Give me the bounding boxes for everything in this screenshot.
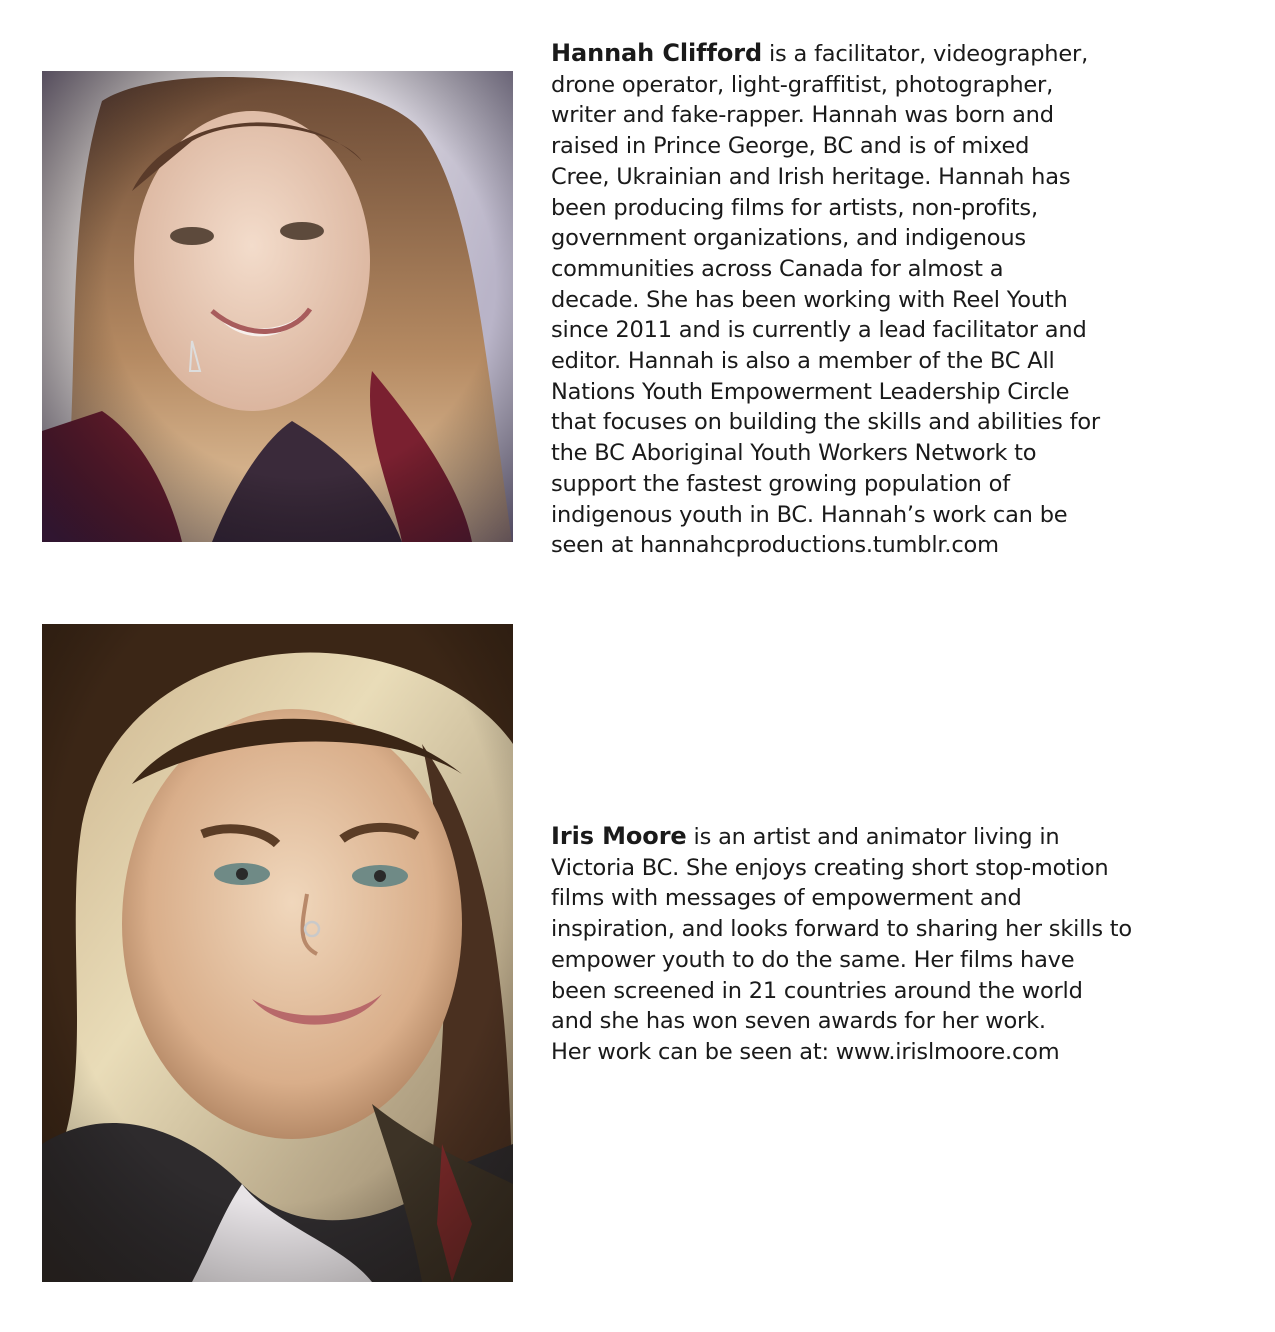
bio-line: inspiration, and looks forward to sharing her skills to xyxy=(551,916,1132,943)
bio-line: Her work can be seen at: www.irislmoore.com xyxy=(551,1038,1060,1065)
bio-line: empower youth to do the same. Her films have xyxy=(551,946,1075,973)
bio-line: decade. She has been working with Reel Youth xyxy=(551,286,1068,313)
bio-line: Victoria BC. She enjoys creating short stop-motion xyxy=(551,854,1109,881)
bio-line: indigenous youth in BC. Hannah’s work can be xyxy=(551,501,1068,528)
bio-line: government organizations, and indigenous xyxy=(551,225,1026,252)
bio-line: Cree, Ukrainian and Irish heritage. Hannah has xyxy=(551,163,1071,190)
bio-line: support the fastest growing population of xyxy=(551,470,1010,497)
profile-name: Iris Moore xyxy=(551,822,687,850)
bio-line: drone operator, light-graffitist, photographer, xyxy=(551,71,1054,98)
bio-line: and she has won seven awards for her work. xyxy=(551,1008,1046,1035)
iris-moore-photo xyxy=(42,624,513,1282)
hannah-clifford-photo xyxy=(42,71,513,542)
iris-moore-bio xyxy=(551,821,1251,1068)
bio-line: been screened in 21 countries around the world xyxy=(551,977,1083,1004)
bio-line: Hannah Clifford is a facilitator, videographer, xyxy=(551,39,1089,67)
bio-line: Iris Moore is an artist and animator living in xyxy=(551,822,1060,850)
bio-line: seen at hannahcproductions.tumblr.com xyxy=(551,532,999,559)
profile-name: Hannah Clifford xyxy=(551,39,763,67)
portrait-image xyxy=(42,624,513,1282)
bio-line: been producing films for artists, non-profits, xyxy=(551,194,1038,221)
bio-line: raised in Prince George, BC and is of mixed xyxy=(551,133,1030,160)
bio-line: the BC Aboriginal Youth Workers Network to xyxy=(551,440,1037,467)
bio-line: editor. Hannah is also a member of the BC All xyxy=(551,348,1055,375)
bio-line: Nations Youth Empowerment Leadership Circle xyxy=(551,378,1070,405)
bio-line: since 2011 and is currently a lead facilitator and xyxy=(551,317,1087,344)
bio-line: that focuses on building the skills and abilities for xyxy=(551,409,1100,436)
bio-line: films with messages of empowerment and xyxy=(551,885,1022,912)
bio-line: communities across Canada for almost a xyxy=(551,255,1004,282)
portrait-image xyxy=(42,71,513,542)
hannah-clifford-bio xyxy=(551,38,1251,561)
bio-line: writer and fake-rapper. Hannah was born and xyxy=(551,102,1054,129)
